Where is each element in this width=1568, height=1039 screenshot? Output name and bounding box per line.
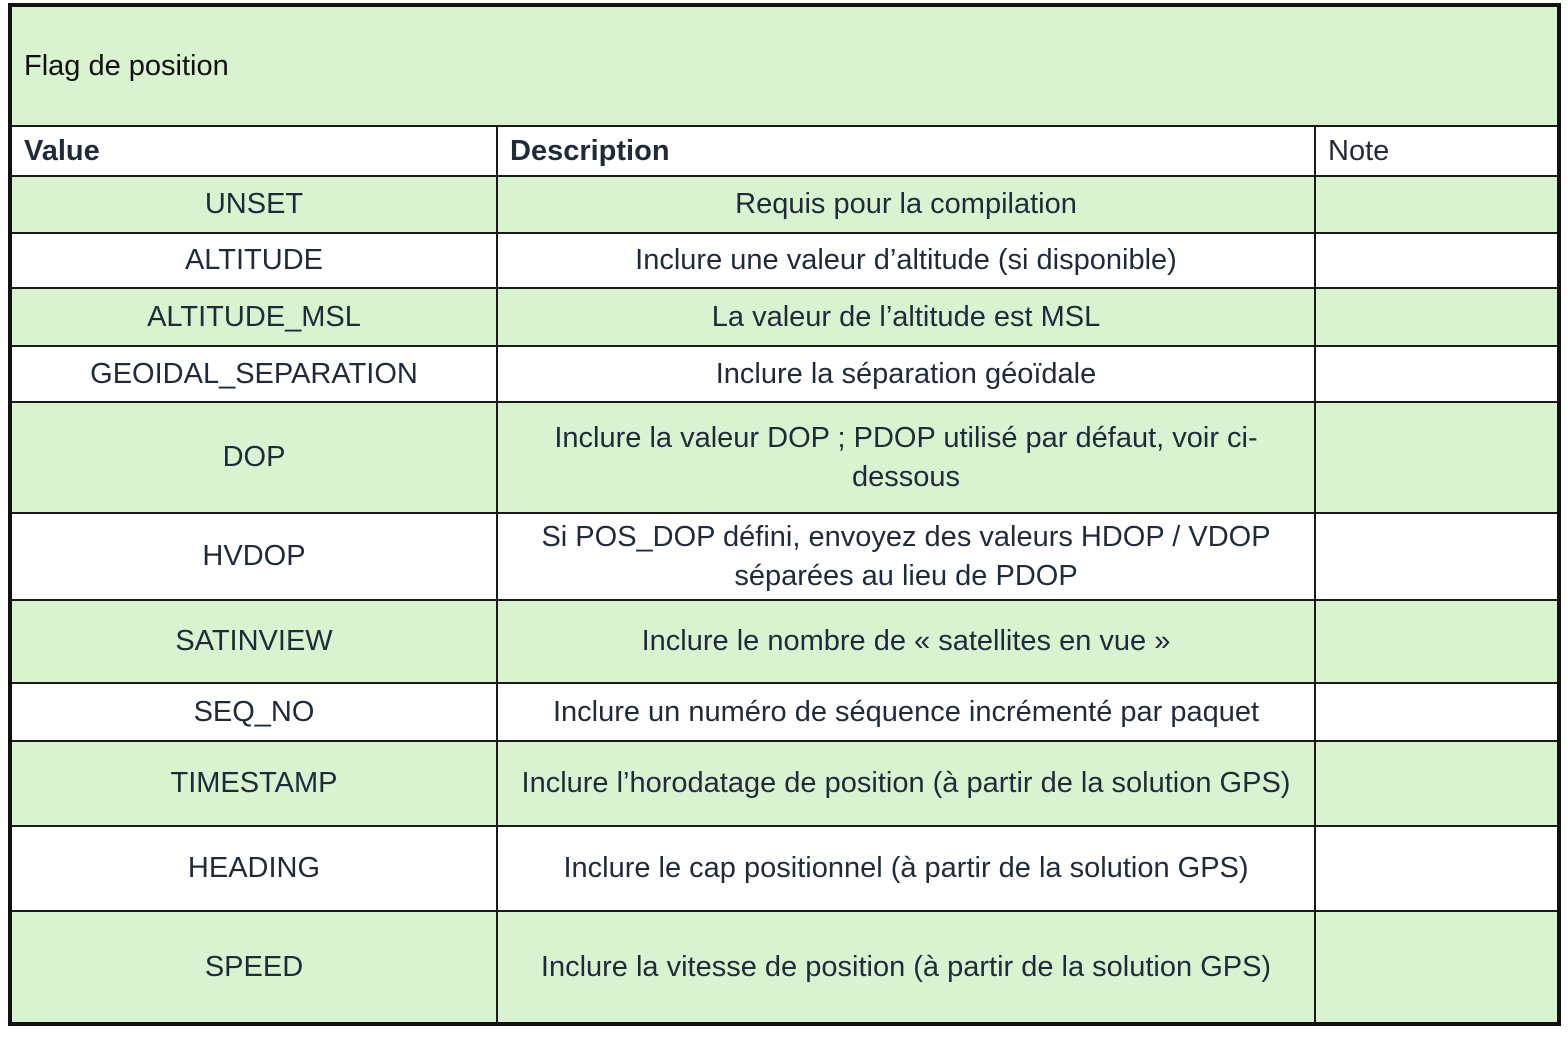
table-row — [10, 600, 1559, 683]
row-value: SPEED — [10, 911, 497, 1024]
row-note — [1315, 176, 1559, 233]
row-description: La valeur de l’altitude est MSL — [497, 288, 1315, 346]
row-value: DOP — [10, 402, 497, 513]
row-value: UNSET — [10, 176, 497, 233]
row-description: Si POS_DOP défini, envoyez des valeurs HDOP / VDOP séparées au lieu de PDOP — [497, 513, 1315, 600]
row-value: GEOIDAL_SEPARATION — [10, 346, 497, 402]
row-value: SEQ_NO — [10, 683, 497, 741]
row-description: Inclure un numéro de séquence incrémenté par paquet — [497, 683, 1315, 741]
table-row — [10, 826, 1559, 911]
row-description: Inclure la séparation géoïdale — [497, 346, 1315, 402]
row-value: ALTITUDE — [10, 233, 497, 288]
table-row — [10, 402, 1559, 513]
row-note — [1315, 683, 1559, 741]
row-note — [1315, 513, 1559, 600]
row-description: Inclure une valeur d’altitude (si disponible) — [497, 233, 1315, 288]
row-description: Inclure le cap positionnel (à partir de la solution GPS) — [497, 826, 1315, 911]
flag-table-container — [8, 3, 1557, 1026]
table-row — [10, 513, 1559, 600]
table-title: Flag de position — [10, 5, 1559, 126]
header-value: Value — [10, 126, 497, 176]
table-row — [10, 176, 1559, 233]
header-note: Note — [1315, 126, 1559, 176]
row-description: Inclure l’horodatage de position (à partir de la solution GPS) — [497, 741, 1315, 826]
table-row — [10, 233, 1559, 288]
table-title-row — [10, 5, 1559, 126]
table-row — [10, 346, 1559, 402]
flag-table — [8, 3, 1561, 1026]
row-note — [1315, 600, 1559, 683]
row-description: Requis pour la compilation — [497, 176, 1315, 233]
table-header-row — [10, 126, 1559, 176]
row-description: Inclure le nombre de « satellites en vue » — [497, 600, 1315, 683]
row-note — [1315, 233, 1559, 288]
row-note — [1315, 911, 1559, 1024]
row-value: ALTITUDE_MSL — [10, 288, 497, 346]
row-value: HVDOP — [10, 513, 497, 600]
row-note — [1315, 826, 1559, 911]
row-description: Inclure la vitesse de position (à partir de la solution GPS) — [497, 911, 1315, 1024]
table-row — [10, 911, 1559, 1024]
row-note — [1315, 402, 1559, 513]
table-row — [10, 683, 1559, 741]
table-row — [10, 288, 1559, 346]
header-description: Description — [497, 126, 1315, 176]
row-note — [1315, 741, 1559, 826]
row-value: SATINVIEW — [10, 600, 497, 683]
row-value: HEADING — [10, 826, 497, 911]
table-row — [10, 741, 1559, 826]
row-note — [1315, 288, 1559, 346]
row-value: TIMESTAMP — [10, 741, 497, 826]
row-note — [1315, 346, 1559, 402]
row-description: Inclure la valeur DOP ; PDOP utilisé par défaut, voir ci-dessous — [497, 402, 1315, 513]
